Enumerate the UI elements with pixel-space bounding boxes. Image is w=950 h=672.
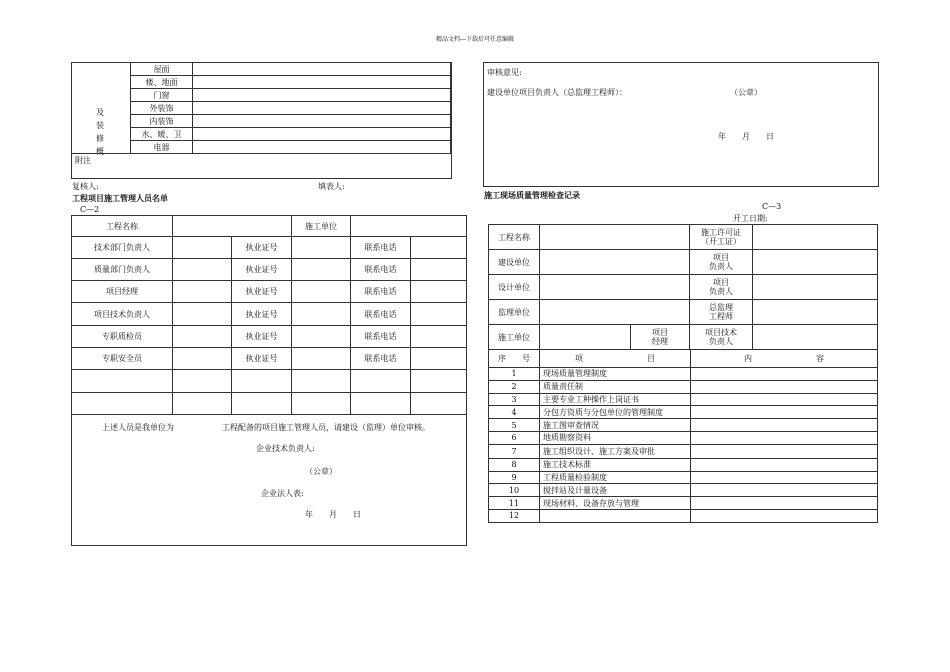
blank-cell (351, 393, 411, 415)
row-content (691, 419, 878, 432)
supervisor-label: 监理单位 (489, 300, 540, 325)
cert-label: 执业证号 (232, 259, 292, 281)
row-content (691, 393, 878, 406)
review-signer: 建设单位项目负责人（总监理工程师）： (487, 88, 627, 97)
review-seal: （公章） (730, 88, 762, 97)
blank-cell (72, 393, 173, 415)
pm-line: 经理 (652, 337, 668, 346)
row-content (691, 406, 878, 419)
project-name-value (173, 216, 292, 237)
chief-line: 工程师 (709, 312, 734, 321)
finish-value (193, 115, 451, 128)
row-content (691, 497, 878, 510)
item-header: 项 目 (540, 350, 691, 368)
quality-items-table (488, 349, 878, 523)
cert-label: 执业证号 (232, 303, 292, 326)
phone-label: 联系电话 (351, 348, 411, 370)
phone-label: 联系电话 (351, 281, 411, 303)
row-content (691, 431, 878, 444)
row-no: 4 (489, 406, 540, 419)
side-char: 及 (96, 108, 104, 117)
design-head-label (690, 275, 753, 300)
cert-value (292, 348, 351, 370)
review-title: 审核意见: (487, 68, 522, 77)
phone-value (411, 237, 467, 259)
project-label: 工程名称 (489, 225, 540, 250)
row-content (691, 380, 878, 393)
finish-side-label (90, 106, 110, 158)
finish-item: 门窗 (131, 89, 193, 102)
row-content (691, 471, 878, 484)
row-no: 3 (489, 393, 540, 406)
reviewer-label: 复核人: (72, 182, 99, 191)
start-date-label: 开工日期: (733, 214, 768, 223)
row-content (691, 509, 878, 522)
finish-value (193, 141, 451, 154)
row-item: 施工技术标准 (540, 458, 691, 471)
staff-name (173, 259, 232, 281)
staff-date: 年 月 日 (305, 510, 361, 519)
finish-item: 电器 (131, 141, 193, 154)
design-head-value (753, 275, 878, 300)
row-no: 2 (489, 380, 540, 393)
finish-value (193, 102, 451, 115)
finish-value (193, 128, 451, 141)
owner-head-label (690, 250, 753, 275)
tech-head-value (753, 325, 878, 350)
row-item: 主要专业工种操作上岗证书 (540, 393, 691, 406)
staff-seal: （公章） (305, 467, 337, 476)
phone-value (411, 348, 467, 370)
finish-item: 外装饰 (131, 102, 193, 115)
cert-value (292, 259, 351, 281)
row-item: 施工图审查情况 (540, 419, 691, 432)
project-value (540, 225, 690, 250)
chief-label (690, 300, 753, 325)
chief-line: 总监理 (709, 303, 734, 312)
row-no: 11 (489, 497, 540, 510)
quality-title: 施工现场质量管理检查记录 (484, 191, 580, 200)
row-no: 6 (489, 431, 540, 444)
staff-code: C—2 (80, 205, 100, 214)
staff-tech-head: 企业技术负责人: (256, 444, 315, 453)
phone-value (411, 303, 467, 326)
staff-role: 项目经理 (72, 281, 173, 303)
tech-head-label (690, 325, 753, 350)
quality-code: C—3 (762, 202, 782, 211)
supervisor-value (540, 300, 690, 325)
row-item: 搅拌站及计量设备 (540, 484, 691, 497)
review-box (483, 62, 879, 187)
blank-cell (173, 393, 232, 415)
filler-label: 填表人: (318, 182, 345, 191)
phone-label: 联系电话 (351, 303, 411, 326)
project-name-label: 工程名称 (72, 216, 173, 237)
owner-label: 建设单位 (489, 250, 540, 275)
row-no: 12 (489, 509, 540, 522)
staff-name (173, 303, 232, 326)
unit-label: 施工单位 (292, 216, 351, 237)
row-item: 分包方资质与分包单位的管理制度 (540, 406, 691, 419)
statement-cell (72, 415, 467, 546)
row-content (691, 458, 878, 471)
cert-value (292, 326, 351, 348)
tech-head-line: 项目技术 (705, 328, 738, 337)
design-value (540, 275, 690, 300)
row-item: 地质勘察资料 (540, 431, 691, 444)
seq-header: 序 号 (489, 350, 540, 368)
design-label: 设计单位 (489, 275, 540, 300)
pm-label (631, 325, 690, 350)
staff-title: 工程项目施工管理人员名单 (72, 194, 168, 203)
cert-label: 执业证号 (232, 281, 292, 303)
staff-statement: 上述人员是我单位为 工程配备的项目施工管理人员，请建设（监理）单位审核。 (102, 423, 430, 432)
finish-note-label: 附注 (75, 156, 91, 165)
row-item: 工程质量检验制度 (540, 471, 691, 484)
staff-role: 质量部门负责人 (72, 259, 173, 281)
finish-item: 内装饰 (131, 115, 193, 128)
page-header: 精品文档---下载后可任意编辑 (435, 36, 515, 43)
side-char: 概 (96, 147, 104, 156)
owner-head-line: 项目 (713, 253, 730, 262)
cert-value (292, 303, 351, 326)
review-date: 年 月 日 (718, 132, 774, 141)
row-no: 7 (489, 444, 540, 458)
finish-value (193, 63, 451, 76)
row-content (691, 444, 878, 458)
unit-value (351, 216, 467, 237)
staff-legal: 企业法人表: (261, 489, 304, 498)
cert-value (292, 237, 351, 259)
phone-value (411, 259, 467, 281)
row-item: 施工组织设计、施工方案及审批 (540, 444, 691, 458)
blank-cell (292, 393, 351, 415)
staff-role: 技术部门负责人 (72, 237, 173, 259)
staff-role: 专职质检员 (72, 326, 173, 348)
row-no: 9 (489, 471, 540, 484)
blank-cell (292, 370, 351, 393)
row-content (691, 484, 878, 497)
finish-items (130, 62, 451, 154)
phone-value (411, 281, 467, 303)
contractor-label: 施工单位 (489, 325, 540, 350)
phone-label: 联系电话 (351, 237, 411, 259)
design-head-line: 负责人 (709, 287, 734, 296)
phone-label: 联系电话 (351, 259, 411, 281)
cert-label: 执业证号 (232, 237, 292, 259)
finish-value (193, 76, 451, 89)
side-char: 装 (96, 121, 104, 130)
row-content (691, 368, 878, 381)
staff-name (173, 348, 232, 370)
staff-role: 项目技术负责人 (72, 303, 173, 326)
owner-head-line: 负责人 (709, 262, 734, 271)
row-item: 质量责任制 (540, 380, 691, 393)
contractor-value (540, 325, 631, 350)
finish-item: 楼、地面 (131, 76, 193, 89)
owner-value (540, 250, 690, 275)
owner-head-value (753, 250, 878, 275)
permit-line: （开工证） (701, 237, 742, 246)
cert-label: 执业证号 (232, 348, 292, 370)
staff-name (173, 281, 232, 303)
chief-value (753, 300, 878, 325)
row-item: 现场质量管理制度 (540, 368, 691, 381)
blank-cell (173, 370, 232, 393)
permit-label (690, 225, 753, 250)
staff-role: 专职安全员 (72, 348, 173, 370)
row-no: 5 (489, 419, 540, 432)
finish-item: 屋面 (131, 63, 193, 76)
side-char: 修 (96, 134, 104, 143)
quality-header-table (488, 224, 878, 350)
cert-value (292, 281, 351, 303)
permit-line: 施工许可证 (701, 228, 742, 237)
phone-value (411, 326, 467, 348)
row-no: 1 (489, 368, 540, 381)
content-header: 内 容 (691, 350, 878, 368)
row-item (540, 509, 691, 522)
permit-value (753, 225, 878, 250)
staff-name (173, 326, 232, 348)
phone-label: 联系电话 (351, 326, 411, 348)
blank-cell (411, 393, 467, 415)
finish-value (193, 89, 451, 102)
row-item: 现场材料、设备存放与管理 (540, 497, 691, 510)
blank-cell (232, 370, 292, 393)
tech-head-line: 负责人 (709, 337, 734, 346)
pm-line: 项目 (652, 328, 668, 337)
design-head-line: 项目 (713, 278, 730, 287)
blank-cell (72, 370, 173, 393)
finish-note-line (71, 153, 451, 154)
finish-item: 水、暖、卫 (131, 128, 193, 141)
cert-label: 执业证号 (232, 326, 292, 348)
staff-name (173, 237, 232, 259)
blank-cell (232, 393, 292, 415)
row-no: 10 (489, 484, 540, 497)
blank-cell (351, 370, 411, 393)
blank-cell (411, 370, 467, 393)
row-no: 8 (489, 458, 540, 471)
